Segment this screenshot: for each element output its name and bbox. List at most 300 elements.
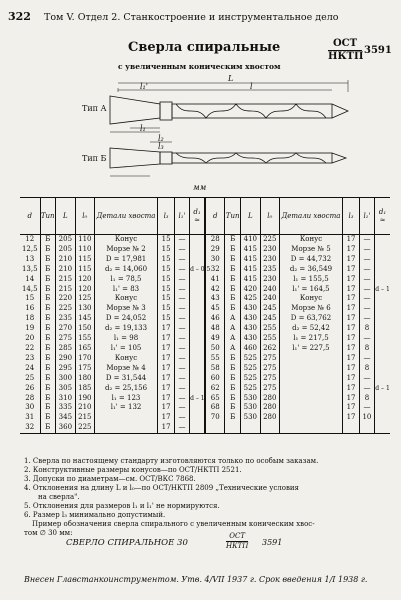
running-title: Том V. Отдел 2. Станкостроение и инструментальное дело <box>44 12 339 23</box>
table-row <box>20 314 390 324</box>
cell-tail: Морзе № 3 <box>94 304 158 314</box>
cell-type-right: Б <box>225 235 240 245</box>
cell-tail-right: l₁ = 155,5 <box>279 275 343 285</box>
cell-l3-right: 17 <box>343 334 359 344</box>
cell-d1-right <box>375 314 390 324</box>
header-tail-right: Детали хвоста <box>279 198 343 235</box>
cell-l3-right: 17 <box>343 324 359 334</box>
cell-d-right: 68 <box>205 403 225 413</box>
cell-type-right: Б <box>225 285 240 295</box>
table-row <box>20 344 390 354</box>
cell-d1-right <box>375 394 390 404</box>
cell-l1p: — <box>174 344 189 354</box>
cell-l3-right: 17 <box>343 364 359 374</box>
cell-l3: 15 <box>158 245 174 255</box>
dim-l1p: l₁' <box>140 82 148 91</box>
cell-L-right: 460 <box>240 344 260 354</box>
cell-l3: 15 <box>158 265 174 275</box>
cell-l1p: — <box>174 294 189 304</box>
cell-tail: Морзе № 2 <box>94 245 158 255</box>
cell-l1p-right: 8 <box>359 394 374 404</box>
cell-d-right: 32 <box>205 265 225 275</box>
cell-d-right: 42 <box>205 285 225 295</box>
cell-L: 335 <box>55 403 75 413</box>
cell-d-right: 62 <box>205 384 225 394</box>
cell-L: 310 <box>55 394 75 404</box>
cell-l0: 120 <box>75 275 94 285</box>
cell-d1-right <box>375 304 390 314</box>
cell-l1p: — <box>174 403 189 413</box>
cell-type: Б <box>40 324 55 334</box>
cell-L-right: 525 <box>240 384 260 394</box>
cell-L: 285 <box>55 344 75 354</box>
table-row <box>20 304 390 314</box>
dim-l2: l₂ <box>158 134 164 143</box>
cell-L: 300 <box>55 374 75 384</box>
cell-d1 <box>190 245 205 255</box>
cell-l1p: — <box>174 413 189 423</box>
cell-l0: 115 <box>75 265 94 275</box>
cell-empty <box>260 423 279 433</box>
cell-d1-right <box>375 245 390 255</box>
cell-type-right: Б <box>225 394 240 404</box>
cell-type: Б <box>40 245 55 255</box>
cell-l0: 150 <box>75 324 94 334</box>
cell-type-right: А <box>225 334 240 344</box>
cell-l1p-right: — <box>359 245 374 255</box>
cell-L-right: 530 <box>240 394 260 404</box>
cell-l3: 17 <box>158 324 174 334</box>
cell-l1p: — <box>174 423 189 433</box>
cell-L: 210 <box>55 265 75 275</box>
cell-l1p: — <box>174 374 189 384</box>
cell-l1p: — <box>174 384 189 394</box>
cell-d: 16 <box>25 304 35 313</box>
cell-l3-right: 17 <box>343 304 359 314</box>
cell-type-right: А <box>225 324 240 334</box>
cell-type: Б <box>40 384 55 394</box>
cell-l3-right: 17 <box>343 413 359 423</box>
cell-l3-right: 17 <box>343 235 359 245</box>
cell-d-right: 70 <box>205 413 225 423</box>
cell-l0-right: 230 <box>260 275 279 285</box>
cell-d1-right <box>375 354 390 364</box>
cell-type: Б <box>40 235 55 245</box>
cell-d1-right <box>375 294 390 304</box>
cell-l0-right: 255 <box>260 334 279 344</box>
cell-L: 270 <box>55 324 75 334</box>
cell-l1p-right: — <box>359 255 374 265</box>
cell-d1-right <box>375 403 390 413</box>
cell-tail-right <box>279 364 343 374</box>
cell-tail-right: D = 63,762 <box>279 314 343 324</box>
cell-d: 30 <box>25 403 35 412</box>
cell-d1 <box>190 304 205 314</box>
cell-type: Б <box>40 285 55 295</box>
cell-l0: 225 <box>75 423 94 433</box>
cell-l0: 190 <box>75 394 94 404</box>
cell-d: 28 <box>25 393 35 402</box>
cell-type-right: Б <box>225 413 240 423</box>
cell-tail-right: l₁' = 164,5 <box>279 285 343 295</box>
cell-empty <box>240 423 260 433</box>
cell-l1p-right: — <box>359 384 374 394</box>
example-intro-cont: том ∅ 30 мм: <box>24 529 73 537</box>
cell-d-right: 58 <box>205 364 225 374</box>
cell-L-right: 425 <box>240 294 260 304</box>
cell-tail: d₂ = 25,156 <box>94 384 158 394</box>
cell-d1-right: d – 1 <box>375 285 390 293</box>
cell-d: 23 <box>25 353 35 362</box>
cell-type: Б <box>40 344 55 354</box>
cell-d1-right <box>375 324 390 334</box>
standard-bottom: НКТП <box>328 51 364 62</box>
cell-d1: d – 0,5 <box>190 265 211 273</box>
cell-l0: 215 <box>75 413 94 423</box>
cell-d1 <box>190 285 205 295</box>
header-d-right: d <box>205 198 225 235</box>
cell-L: 215 <box>55 285 75 295</box>
cell-l1p: — <box>174 275 189 285</box>
cell-l1p: — <box>174 364 189 374</box>
cell-L: 225 <box>55 304 75 314</box>
cell-L-right: 415 <box>240 275 260 285</box>
cell-d-right: 49 <box>205 334 225 344</box>
cell-tail-right <box>279 384 343 394</box>
cell-L-right: 415 <box>240 255 260 265</box>
table-row <box>20 294 390 304</box>
cell-d1-right <box>375 364 390 374</box>
cell-type-right: Б <box>225 354 240 364</box>
cell-d: 12,5 <box>21 244 38 253</box>
page-title: Сверла спиральные <box>128 40 281 55</box>
cell-l0-right: 225 <box>260 235 279 245</box>
cell-type: Б <box>40 374 55 384</box>
cell-d-right: 60 <box>205 374 225 384</box>
cell-tail: D = 17,981 <box>94 255 158 265</box>
cell-tail: l₁' = 132 <box>94 403 158 413</box>
cell-l3-right: 17 <box>343 294 359 304</box>
type-b-label: Тип Б <box>82 154 107 163</box>
cell-d-right: 46 <box>205 314 225 324</box>
cell-L-right: 430 <box>240 304 260 314</box>
cell-l0: 185 <box>75 384 94 394</box>
cell-type-right: Б <box>225 255 240 265</box>
cell-L: 305 <box>55 384 75 394</box>
cell-l0: 115 <box>75 255 94 265</box>
cell-tail-right: l₁ = 217,5 <box>279 334 343 344</box>
cell-l1p: — <box>174 324 189 334</box>
cell-l3-right: 17 <box>343 245 359 255</box>
cell-l0-right: 280 <box>260 394 279 404</box>
cell-l0: 165 <box>75 344 94 354</box>
note-1: 1. Сверла по настоящему стандарту изготовляются только по особым заказам. <box>24 457 319 465</box>
cell-tail-right <box>279 423 343 433</box>
cell-l3: 15 <box>158 294 174 304</box>
table-row <box>20 334 390 344</box>
cell-L-right: 525 <box>240 364 260 374</box>
cell-l3: 17 <box>158 394 174 404</box>
cell-tail <box>94 423 158 433</box>
cell-d: 22 <box>25 343 35 352</box>
cell-tail-right: Морзе № 6 <box>279 304 343 314</box>
cell-type: Б <box>40 255 55 265</box>
page-subtitle: с увеличенным коническим хвостом <box>118 62 281 71</box>
cell-d-right: 50 <box>205 344 225 354</box>
cell-d1-right <box>375 413 390 423</box>
note-2: 2. Конструктивные размеры конусов—по ОСТ/НКТП 2521. <box>24 466 242 474</box>
cell-l1p-right: — <box>359 294 374 304</box>
cell-l1p-right: — <box>359 285 374 295</box>
table-row <box>20 265 390 275</box>
cell-l1p: — <box>174 255 189 265</box>
cell-l1p-right: 8 <box>359 324 374 334</box>
cell-l0: 110 <box>75 245 94 255</box>
cell-type-right: Б <box>225 294 240 304</box>
cell-l3-right: 17 <box>343 255 359 265</box>
cell-d1 <box>190 354 205 364</box>
cell-l0-right: 275 <box>260 354 279 364</box>
cell-type: Б <box>40 275 55 285</box>
cell-d1 <box>190 294 205 304</box>
cell-l3-right: 17 <box>343 314 359 324</box>
cell-tail-right: l₁' = 227,5 <box>279 344 343 354</box>
cell-l1p-right: 8 <box>359 364 374 374</box>
table-row <box>20 413 390 423</box>
cell-l1p-right: 8 <box>359 344 374 354</box>
cell-d1-right <box>375 374 390 384</box>
cell-tail-right <box>279 394 343 404</box>
cell-type: Б <box>40 304 55 314</box>
cell-empty <box>205 423 225 433</box>
cell-type: Б <box>40 354 55 364</box>
cell-l0: 145 <box>75 314 94 324</box>
cell-d1 <box>190 334 205 344</box>
cell-l1p: — <box>174 354 189 364</box>
cell-type: Б <box>40 294 55 304</box>
cell-l1p-right: — <box>359 314 374 324</box>
cell-tail-right: Конус <box>279 294 343 304</box>
cell-type: Б <box>40 364 55 374</box>
cell-l0: 125 <box>75 294 94 304</box>
table-row <box>20 324 390 334</box>
page-number: 322 <box>8 10 31 23</box>
cell-l3: 17 <box>158 344 174 354</box>
cell-d: 13 <box>25 254 35 263</box>
cell-d1 <box>190 235 205 245</box>
cell-l0-right: 280 <box>260 413 279 423</box>
dim-L: L <box>228 74 234 83</box>
cell-tail-right: d₂ = 52,42 <box>279 324 343 334</box>
cell-d1-right <box>375 423 390 433</box>
cell-tail: d₂ = 14,060 <box>94 265 158 275</box>
cell-d1-right <box>375 275 390 285</box>
cell-d: 25 <box>25 373 35 382</box>
table-row <box>20 374 390 384</box>
cell-d: 24 <box>25 363 35 372</box>
cell-tail: d₂ = 19,133 <box>94 324 158 334</box>
example-standard-fraction <box>226 532 248 551</box>
cell-l1p: — <box>174 235 189 245</box>
table-row <box>20 354 390 364</box>
standard-top: ОСТ <box>328 38 362 51</box>
cell-tail: l₁' = 105 <box>94 344 158 354</box>
cell-tail-right <box>279 403 343 413</box>
cell-d1-right <box>375 334 390 344</box>
table-row <box>20 403 390 413</box>
cell-l0-right: 275 <box>260 364 279 374</box>
cell-l3-right: 17 <box>343 344 359 354</box>
cell-L: 295 <box>55 364 75 374</box>
drill-drawing <box>0 74 401 189</box>
cell-l3: 17 <box>158 403 174 413</box>
cell-l1p-right: — <box>359 334 374 344</box>
cell-L: 360 <box>55 423 75 433</box>
table-row <box>20 364 390 374</box>
cell-d: 18 <box>25 314 35 323</box>
cell-l1p-right: — <box>359 265 374 275</box>
dim-l1: l₁ <box>140 124 146 133</box>
cell-d1 <box>190 275 205 285</box>
cell-l3: 17 <box>158 364 174 374</box>
cell-type-right: Б <box>225 245 240 255</box>
cell-type-right: Б <box>225 265 240 275</box>
cell-d: 15 <box>25 294 35 303</box>
cell-l0-right: 245 <box>260 314 279 324</box>
cell-tail-right <box>279 354 343 364</box>
cell-d: 19 <box>25 324 35 333</box>
cell-l3: 15 <box>158 304 174 314</box>
cell-d1-right <box>375 265 390 275</box>
cell-d: 13,5 <box>21 264 38 273</box>
cell-d-right: 45 <box>205 304 225 314</box>
cell-d-right: 41 <box>205 275 225 285</box>
cell-d1 <box>190 413 205 423</box>
cell-L: 345 <box>55 413 75 423</box>
cell-d-right: 55 <box>205 354 225 364</box>
cell-l3: 17 <box>158 413 174 423</box>
note-6: 6. Размер l₃ минимально допустимый. <box>24 511 166 519</box>
cell-l3-right: 17 <box>343 265 359 275</box>
cell-l0: 170 <box>75 354 94 364</box>
type-b-drill <box>110 142 346 176</box>
note-4-cont: на сверла". <box>38 493 80 501</box>
cell-tail: D = 24,052 <box>94 314 158 324</box>
cell-l0-right: 240 <box>260 294 279 304</box>
cell-d1-right <box>375 235 390 245</box>
cell-l0-right: 262 <box>260 344 279 354</box>
cell-l1p-right: — <box>359 235 374 245</box>
cell-L: 205 <box>55 235 75 245</box>
units-label: мм <box>193 183 207 192</box>
header-type: Тип <box>40 198 55 235</box>
cell-l3: 15 <box>158 255 174 265</box>
cell-l0-right: 275 <box>260 374 279 384</box>
cell-l1p-right <box>359 423 374 433</box>
cell-l3-right <box>343 423 359 433</box>
cell-L-right: 415 <box>240 265 260 275</box>
header-l1p-right: l₁' <box>359 198 374 235</box>
cell-d1 <box>190 423 205 433</box>
footer-approval: Внесен Главстанкоинструментом. Утв. 4/VII 1937 г. Срок введения 1/I 1938 г. <box>24 575 368 584</box>
cell-tail-right: Морзе № 5 <box>279 245 343 255</box>
cell-L-right: 530 <box>240 413 260 423</box>
type-a-label: Тип А <box>82 104 107 113</box>
cell-l1p-right: — <box>359 403 374 413</box>
standard-number: 3591 <box>364 45 392 56</box>
cell-l1p: — <box>174 245 189 255</box>
dim-l: l <box>250 82 253 91</box>
cell-d1 <box>190 374 205 384</box>
cell-l0: 110 <box>75 235 94 245</box>
cell-L: 205 <box>55 245 75 255</box>
cell-l1p: — <box>174 394 189 404</box>
cell-d-right: 48 <box>205 324 225 334</box>
cell-tail: l₁ = 78,5 <box>94 275 158 285</box>
cell-d: 31 <box>25 413 35 422</box>
cell-d: 26 <box>25 383 35 392</box>
cell-L: 275 <box>55 334 75 344</box>
cell-L-right: 430 <box>240 324 260 334</box>
cell-L-right: 410 <box>240 235 260 245</box>
cell-type-right: Б <box>225 374 240 384</box>
cell-d: 14 <box>25 274 35 283</box>
header-l0-right: l₀ <box>260 198 279 235</box>
cell-d1 <box>190 384 205 394</box>
table-row <box>20 394 390 404</box>
cell-L-right: 420 <box>240 285 260 295</box>
header-type-right: Тип <box>225 198 240 235</box>
cell-tail: l₁ = 123 <box>94 394 158 404</box>
header-d: d <box>20 198 40 235</box>
cell-L: 220 <box>55 294 75 304</box>
cell-type-right: А <box>225 314 240 324</box>
cell-type-right: Б <box>225 304 240 314</box>
cell-tail <box>94 413 158 423</box>
cell-type: Б <box>40 334 55 344</box>
cell-d: 14,5 <box>21 284 38 293</box>
cell-d1 <box>190 403 205 413</box>
table-row <box>20 423 390 433</box>
cell-tail: Морзе № 4 <box>94 364 158 374</box>
cell-tail-right: d₂ = 36,549 <box>279 265 343 275</box>
cell-l3-right: 17 <box>343 285 359 295</box>
cell-l0-right: 275 <box>260 384 279 394</box>
cell-d-right: 43 <box>205 294 225 304</box>
cell-l1p: — <box>174 334 189 344</box>
cell-d: 12 <box>25 235 35 243</box>
example-designation: СВЕРЛО СПИРАЛЬНОЕ 30 <box>66 538 188 548</box>
cell-tail: Конус <box>94 235 158 245</box>
cell-l0-right: 235 <box>260 265 279 275</box>
cell-L-right: 525 <box>240 374 260 384</box>
cell-type-right: Б <box>225 403 240 413</box>
example-standard-bottom: НКТП <box>226 542 249 550</box>
header-d1: d₁ ≈ <box>190 198 205 235</box>
cell-d1 <box>190 344 205 354</box>
cell-l1p-right: — <box>359 354 374 364</box>
cell-l3: 17 <box>158 423 174 433</box>
header-l3: l₃ <box>158 198 174 235</box>
cell-l1p-right: 10 <box>359 413 374 423</box>
cell-l0-right: 245 <box>260 304 279 314</box>
drill-size-table <box>20 197 390 434</box>
cell-d-right: 30 <box>205 255 225 265</box>
cell-l0: 130 <box>75 304 94 314</box>
cell-type: Б <box>40 265 55 275</box>
table-row <box>20 235 390 245</box>
header-l0: l₀ <box>75 198 94 235</box>
